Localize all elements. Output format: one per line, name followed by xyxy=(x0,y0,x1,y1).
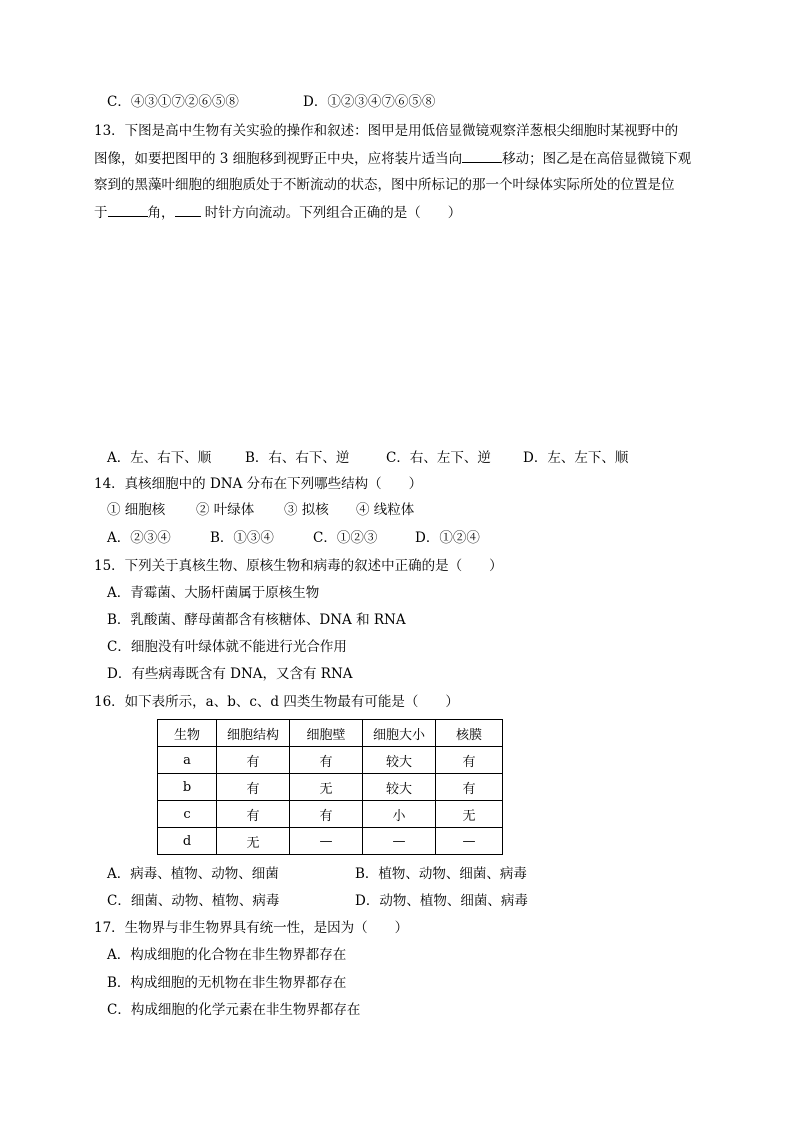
table-cell: c xyxy=(158,801,217,828)
table-row xyxy=(158,801,503,828)
q14-item-4: ④ 线粒体 xyxy=(356,502,415,518)
table-cell: 有 xyxy=(436,747,503,774)
table-cell: 无 xyxy=(290,774,363,801)
q13-stem-line-4a: 于 xyxy=(94,205,108,221)
q13-stem-line-4c: 时针方向流动。下列组合正确的是（ ） xyxy=(200,205,462,221)
q13-stem-line-2 xyxy=(94,148,691,169)
table-cell: 有 xyxy=(217,747,290,774)
q13-option-a: A．左、右下、顺 xyxy=(107,450,212,466)
q17-option-b: B．构成细胞的无机物在非生物界都存在 xyxy=(107,975,347,991)
table-cell: 有 xyxy=(290,747,363,774)
table-row xyxy=(158,828,503,855)
table-cell: 有 xyxy=(217,774,290,801)
q15-stem: 15．下列关于真核生物、原核生物和病毒的叙述中正确的是（ ） xyxy=(94,558,503,574)
q14-stem: 14．真核细胞中的 DNA 分布在下列哪些结构（ ） xyxy=(94,476,423,492)
table-cell: 较大 xyxy=(363,747,436,774)
table-cell: 有 xyxy=(290,801,363,828)
table-cell: — xyxy=(290,828,363,855)
q16-organism-table xyxy=(157,719,503,855)
q13-stem-line-2a: 图像，如要把图甲的 3 细胞移到视野正中央，应将装片适当向 xyxy=(94,151,463,167)
q13-stem-line-4 xyxy=(94,202,461,223)
table-cell: a xyxy=(158,747,217,774)
q16-stem: 16．如下表所示，a、b、c、d 四类生物最有可能是（ ） xyxy=(94,694,459,710)
q14-option-b: B．①③④ xyxy=(210,530,274,546)
table-cell: 无 xyxy=(217,828,290,855)
q13-figure-area xyxy=(100,228,700,438)
q13-stem-line-4b: 角， xyxy=(147,205,175,221)
table-header-cell: 核膜 xyxy=(436,720,503,747)
table-header-cell: 生物 xyxy=(158,720,217,747)
q16-option-a: A．病毒、植物、动物、细菌 xyxy=(107,866,279,882)
q12-option-d: D．①②③④⑦⑥⑤⑧ xyxy=(303,94,436,110)
q13-option-b: B．右、右下、逆 xyxy=(245,450,350,466)
q14-item-1: ① 细胞核 xyxy=(107,502,166,518)
table-cell: 无 xyxy=(436,801,503,828)
q14-item-3: ③ 拟核 xyxy=(284,502,329,518)
q13-option-c: C．右、左下、逆 xyxy=(386,450,491,466)
q17-option-c: C．构成细胞的化学元素在非生物界都存在 xyxy=(107,1002,361,1018)
q17-option-a: A．构成细胞的化合物在非生物界都存在 xyxy=(107,947,347,963)
q15-option-c: C．细胞没有叶绿体就不能进行光合作用 xyxy=(107,639,347,655)
table-cell: d xyxy=(158,828,217,855)
q13-stem-line-1: 13．下图是高中生物有关实验的操作和叙述：图甲是用低倍显微镜观察洋葱根尖细胞时某视野中的 xyxy=(94,123,679,139)
q13-blank-rotation xyxy=(175,202,201,217)
q13-stem-line-3: 察到的黑藻叶细胞的细胞质处于不断流动的状态，图中所标记的那一个叶绿体实际所处的位置是位 xyxy=(94,177,675,193)
q15-option-d: D．有些病毒既含有 DNA，又含有 RNA xyxy=(107,666,353,682)
q17-stem: 17．生物界与非生物界具有统一性，是因为（ ） xyxy=(94,920,409,936)
q12-option-c: C．④③①⑦②⑥⑤⑧ xyxy=(107,94,239,110)
table-header-cell: 细胞壁 xyxy=(290,720,363,747)
q14-item-2: ② 叶绿体 xyxy=(196,502,255,518)
table-header-cell: 细胞结构 xyxy=(217,720,290,747)
q13-blank-position xyxy=(108,202,148,217)
q16-option-d: D．动物、植物、细菌、病毒 xyxy=(355,893,528,909)
table-cell: b xyxy=(158,774,217,801)
table-cell: 有 xyxy=(217,801,290,828)
table-header-row xyxy=(158,720,503,747)
q16-option-c: C．细菌、动物、植物、病毒 xyxy=(107,893,280,909)
table-cell: — xyxy=(436,828,503,855)
q14-option-d: D．①②④ xyxy=(415,530,480,546)
table-cell: 小 xyxy=(363,801,436,828)
q13-stem-line-2b: 移动；图乙是在高倍显微镜下观 xyxy=(502,151,692,167)
table-cell: — xyxy=(363,828,436,855)
q15-option-b: B．乳酸菌、酵母菌都含有核糖体、DNA 和 RNA xyxy=(107,612,406,628)
q13-option-d: D．左、左下、顺 xyxy=(523,450,629,466)
table-header-cell: 细胞大小 xyxy=(363,720,436,747)
q16-option-b: B．植物、动物、细菌、病毒 xyxy=(355,866,527,882)
q14-option-c: C．①②③ xyxy=(313,530,378,546)
q14-option-a: A．②③④ xyxy=(107,530,171,546)
table-row xyxy=(158,774,503,801)
table-cell: 有 xyxy=(436,774,503,801)
table-cell: 较大 xyxy=(363,774,436,801)
q13-blank-direction xyxy=(462,148,502,163)
table-row xyxy=(158,747,503,774)
q15-option-a: A．青霉菌、大肠杆菌属于原核生物 xyxy=(107,585,320,601)
